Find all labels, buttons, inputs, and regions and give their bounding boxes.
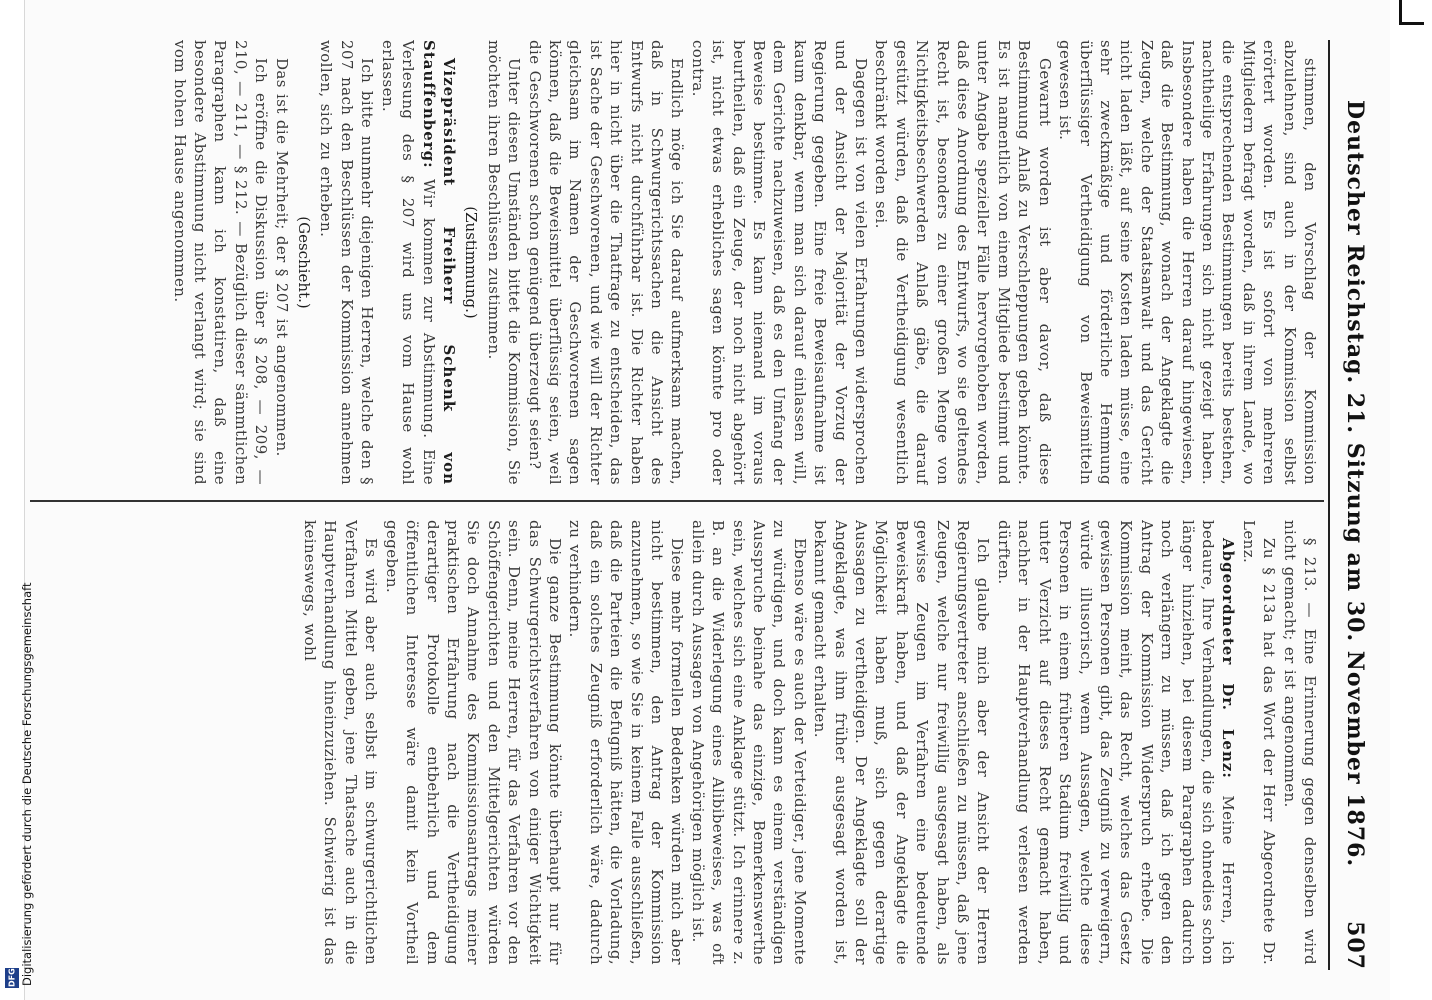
paragraph: Das ist die Mehrheit; der § 207 ist angenommen. [272, 58, 291, 457]
applause-note: (Geschieht.) [295, 216, 314, 309]
paragraph: Diese mehr formellen Bedenken würden mich aber nicht bestimmen, den Antrag der Kommission anzunehmen, so wie Sie in keinem Falle ausschließen, daß die Parteien die Befugniß hätten, die Vorladung, daß ein solches Zeugniß erforderlich wäre, dadurch zu verhindern. [566, 520, 687, 965]
digitization-credit: Digitalisierung gefördert durch die Deutsche Forschungsgemeinschaft [20, 582, 34, 986]
paragraph: Gewarnt worden ist aber davor, daß diese Bestimmung Anlaß zu Verschleppungen geben könnte. Es ist namentlich von einem Mitgliede bestimmt und unter Angabe spezieller Fälle hervorgehoben worden, daß diese Anordnung des Entwurfs, wo sie geltendes Recht ist, besonders zu einer großen Menge von Nichtigkeitsbeschwerden Anlaß gäbe, die darauf gestützt würden, daß die Vertheidigung wesentlich beschränkt worden sei. [872, 40, 1054, 485]
dfg-logo-icon: DFG [5, 968, 19, 988]
speaker-text: Wir kommen zur Abstimmung. Eine Verlesung des § 207 wird uns vom Hause wohl erlassen. [378, 40, 438, 485]
paragraph: Endlich möge ich Sie darauf aufmerksam machen, daß in Schwurgerichtssachen die Ansicht des Entwurfs nicht durchführbar ist. Die Richter haben hier in nicht über die Thatfrage zu entscheiden, das ist Sache der Geschworenen, und wie will der Richter gleichsam im Namen der Geschworenen sagen können, daß die Beweismittel überflüssig seien, weil die Geschworenen schon genügend überzeugt seien? [525, 40, 687, 485]
header-rule [1328, 40, 1330, 970]
running-title: Deutscher Reichstag. 21. Sitzung am 30. November 1876. [1342, 100, 1368, 868]
speaker-text: Meine Herren, ich bedaure, Ihre Verhandlungen, die sich ohnedies schon länger hinziehen, bei diesem Paragraphen dadurch noch verlängern zu müssen, daß ich gegen den Antrag der Kommission Widerspruch erhebe. Die Kommission meint, das Recht, welches das Gesetz gewissen Personen gibt, das Zeugniß zu verweigern, würde illusorisch, wenn Aussagen, welche diese Personen in einem früheren Stadium freiwillig und unter Verzicht auf dieses Recht gemacht haben, nachher in der Hauptverhandlung verlesen werden dürften. [994, 520, 1238, 965]
paragraph: Ich glaube mich aber der Ansicht der Herren Regierungsvertreter anschließen zu müssen, daß jene Zeugen, welche nur freiwillig ausgesagt haben, als gewisse Zeugen im Verfahren eine bedeutende Beweiskraft haben, und daß der Angeklagte die Möglichkeit haben muß, sich gegen derartige Aussagen zu vertheidigen. Der Angeklagte soll der Angeklagte, was ihm früher ausgesagt worden ist, bekannt gemacht erhalten. [811, 520, 993, 965]
paragraph: stimmen, den Vorschlag der Kommission abzulehnen, sind auch in der Kommission selbst erörtert worden. Es ist sofort von mehreren Mitgliedern befragt worden, daß in ihrem Lande, wo die entsprechenden Bestimmungen bereits bestehen, nachtheilige Erfahrungen sich nicht gezeigt haben. Insbesondere haben die Herren darauf hingewiesen, daß die Bestimmung, wonach der Angeklagte die Zeugen, welche der Staatsanwalt und das Gericht nicht laden läßt, auf seine Kosten laden müsse, eine sehr zweckmäßige und förderliche Hemmung überflüssiger Vertheidigung von Beweismitteln gewesen ist. [1056, 40, 1319, 485]
left-column [30, 40, 1320, 485]
page-number: 507 [1342, 921, 1368, 970]
paragraph: Es wird aber auch selbst im schwurgerichtlichen Verfahren Mittel geben, jene Thatsache auch in die Hauptverhandlung hineinzuziehen. Schwierig ist das keineswegs, wohl [301, 520, 381, 965]
right-column [30, 520, 1320, 965]
page-header [1332, 40, 1372, 970]
speaker-name: Abgeordneter Dr. Lenz: [1219, 538, 1238, 779]
paragraph: Die ganze Bestimmung könnte überhaupt nur für das Schwurgerichtsverfahren von einiger Wichtigkeit sein. Denn, meine Herren, für das Verfahren vor den Schöffengerichten und den Mittelgerichten würden Sie doch Annahme des Kommissionsantrags meiner praktischen Erfahrung nach die Vertheidigung derartiger Protokolle entbehrlich und dem öffentlichen Interesse wäre damit kein Vortheil gegeben. [382, 520, 564, 965]
applause-note: (Zustimmung.) [462, 206, 481, 319]
paragraph: Zu § 213a hat das Wort der Herr Abgeordnete Dr. Lenz. [1239, 520, 1279, 965]
column-divider [30, 500, 1324, 502]
paragraph: Ebenso wäre es auch der Verteidiger, jene Momente zu würdigen, und doch kann es einem verständigen Ausspruche beinahe das einzige, Bemerkenswerthe sein, welches sich eine Anklage stützt. Ich erinnere z. B. an die Widerlegung eines Alibibeweises, was oft allein durch Aussagen von Angehörigen möglich ist. [688, 520, 809, 965]
paragraph: § 213. — Eine Erinnerung gegen denselben wird nicht gemacht; er ist angenommen. [1280, 520, 1319, 965]
paragraph: Unter diesen Umständen bittet die Kommission, Sie möchten ihren Beschlüssen zustimmen. [484, 40, 524, 485]
crop-corner-mark [1399, 0, 1424, 25]
digitization-credit-strip [0, 0, 34, 1000]
paragraph: Ich bitte nunmehr diejenigen Herren, welche den § 207 nach den Beschlüssen der Kommission annehmen wollen, sich zu erheben. [317, 40, 377, 485]
paragraph: Ich eröffne die Diskussion über § 208, — 209, — 210, — 211, — § 212. — Bezüglich dieser sämmtlichen Paragraphen kann ich konstatiren, daß eine besondere Abstimmung nicht verlangt wird; sie sind vom hohen Hause angenommen. [170, 40, 271, 485]
paragraph: Dagegen ist von vielen Erfahrungen widersprochen und der Ansicht der Majorität der Vorzug der Regierung gegeben. Eine freie Beweisaufnahme ist kaum denkbar, wenn man sich darauf einlassen will, dem Gerichte nachzuweisen, daß es den Umfang der Beweise bestimme. Es kann niemand im voraus beurtheilen, daß ein Zeuge, der noch nicht abgehört ist, nicht etwas erhebliches sagen könnte pro oder contra. [688, 40, 871, 485]
speaker-name: Vizepräsident Freiherr Schenk von Stauffenberg: [419, 40, 458, 485]
